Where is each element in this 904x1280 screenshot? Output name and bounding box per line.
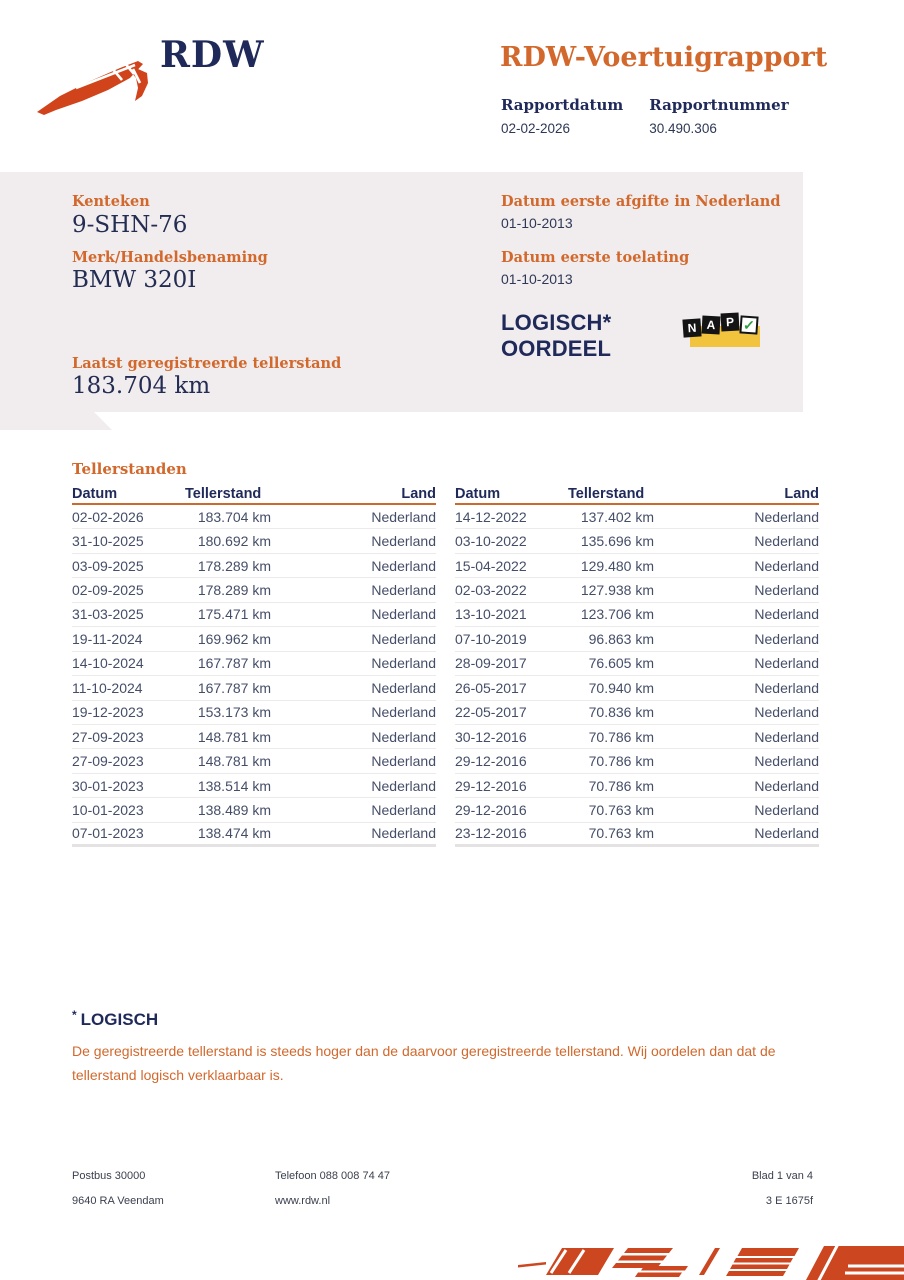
cell-tellerstand: 70.763 km: [588, 801, 654, 818]
afgifte-value: 01-10-2013: [501, 215, 573, 231]
nap-letter-n: N: [682, 318, 701, 337]
cell-land: Nederland: [371, 630, 436, 647]
cell-land: Nederland: [371, 655, 436, 672]
panel-corner-decoration: [0, 412, 112, 430]
table-header-row: [72, 486, 436, 505]
cell-tellerstand: 70.940 km: [588, 679, 654, 696]
cell-land: Nederland: [754, 630, 819, 647]
table-row: [72, 774, 436, 798]
report-number-label: Rapportnummer: [649, 96, 789, 114]
cell-land: Nederland: [371, 679, 436, 696]
cell-datum: 02-03-2022: [455, 582, 527, 599]
cell-land: Nederland: [371, 801, 436, 818]
cell-tellerstand: 127.938 km: [580, 582, 654, 599]
table-row: [72, 529, 436, 553]
cell-tellerstand: 148.781 km: [197, 728, 271, 745]
cell-land: Nederland: [754, 606, 819, 623]
cell-tellerstand: 70.786 km: [588, 753, 654, 770]
cell-tellerstand: 70.763 km: [588, 825, 654, 842]
cell-tellerstand: 138.474 km: [197, 825, 271, 842]
cell-tellerstand: 138.514 km: [197, 777, 271, 794]
cell-datum: 11-10-2024: [72, 679, 143, 696]
logisch-footnote: [72, 1008, 820, 1087]
cell-tellerstand: 167.787 km: [197, 679, 271, 696]
cell-tellerstand: 70.786 km: [588, 728, 654, 745]
cell-datum: 14-10-2024: [72, 655, 144, 672]
cell-datum: 26-05-2017: [455, 679, 527, 696]
table-row: [72, 578, 436, 602]
table-row: [72, 603, 436, 627]
laatste-tellerstand-label: Laatst geregistreerde tellerstand: [72, 355, 342, 372]
cell-datum: 28-09-2017: [455, 655, 527, 672]
table-row: [72, 676, 436, 700]
cell-datum: 13-10-2021: [455, 606, 527, 623]
cell-tellerstand: 135.696 km: [580, 533, 654, 550]
nap-letter-a: A: [702, 316, 721, 335]
cell-tellerstand: 96.863 km: [588, 630, 654, 647]
cell-datum: 02-09-2025: [72, 582, 144, 599]
cell-datum: 30-01-2023: [72, 777, 144, 794]
cell-land: Nederland: [371, 825, 436, 842]
cell-tellerstand: 183.704 km: [197, 508, 271, 525]
cell-tellerstand: 169.962 km: [197, 630, 271, 647]
oordeel-line1: LOGISCH*: [501, 310, 612, 335]
footnote-title-text: LOGISCH: [80, 1010, 159, 1029]
cell-land: Nederland: [754, 728, 819, 745]
table-row: [455, 749, 819, 773]
table-row: [455, 554, 819, 578]
cell-tellerstand: 180.692 km: [197, 533, 271, 550]
cell-datum: 27-09-2023: [72, 753, 144, 770]
footer-phone: Telefoon 088 008 74 47: [275, 1170, 390, 1182]
laatste-tellerstand-value: 183.704 km: [72, 373, 211, 399]
cell-land: Nederland: [754, 679, 819, 696]
col-header-datum: Datum: [455, 486, 501, 502]
cell-tellerstand: 175.471 km: [197, 606, 271, 623]
cell-tellerstand: 167.787 km: [197, 655, 271, 672]
table-row: [455, 505, 819, 529]
table-row: [72, 725, 436, 749]
report-title: RDW-Voertuigrapport: [500, 42, 828, 73]
cell-datum: 10-01-2023: [72, 801, 144, 818]
table-row: [72, 505, 436, 529]
footer-city: 9640 RA Veendam: [72, 1195, 164, 1207]
vehicle-summary-panel: [0, 172, 803, 412]
report-number-block: [649, 96, 788, 136]
cell-datum: 27-09-2023: [72, 728, 144, 745]
cell-land: Nederland: [371, 704, 436, 721]
tellerstanden-section: [72, 460, 819, 842]
cell-datum: 03-10-2022: [455, 533, 527, 550]
rdw-logo-text: RDW: [160, 34, 265, 76]
cell-land: Nederland: [371, 508, 436, 525]
table-row: [455, 676, 819, 700]
cell-datum: 14-12-2022: [455, 508, 527, 525]
cell-land: Nederland: [371, 582, 436, 599]
cell-land: Nederland: [371, 606, 436, 623]
rdw-logo-icon: [34, 52, 152, 120]
page-footer: [72, 1170, 813, 1207]
afgifte-label: Datum eerste afgifte in Nederland: [501, 193, 781, 210]
cell-datum: 30-12-2016: [455, 728, 527, 745]
toelating-value: 01-10-2013: [501, 271, 573, 287]
cell-tellerstand: 153.173 km: [197, 704, 271, 721]
report-date-label: Rapportdatum: [501, 96, 624, 114]
cell-land: Nederland: [371, 777, 436, 794]
cell-datum: 19-12-2023: [72, 704, 144, 721]
cell-tellerstand: 76.605 km: [588, 655, 654, 672]
cell-tellerstand: 70.786 km: [588, 777, 654, 794]
cell-tellerstand: 178.289 km: [197, 582, 271, 599]
table-row: [72, 554, 436, 578]
nap-letter-p: P: [721, 313, 740, 332]
nap-check-icon: ✓: [739, 315, 758, 334]
col-header-land: Land: [401, 486, 436, 502]
tellerstanden-title: Tellerstanden: [72, 460, 187, 478]
merk-label: Merk/Handelsbenaming: [72, 249, 268, 266]
cell-land: Nederland: [754, 533, 819, 550]
toelating-label: Datum eerste toelating: [501, 249, 690, 266]
table-row: [455, 578, 819, 602]
cell-land: Nederland: [754, 655, 819, 672]
cell-land: Nederland: [754, 753, 819, 770]
cell-tellerstand: 70.836 km: [588, 704, 654, 721]
table-row: [72, 627, 436, 651]
cell-datum: 31-03-2025: [72, 606, 144, 623]
cell-land: Nederland: [754, 508, 819, 525]
cell-tellerstand: 137.402 km: [580, 508, 654, 525]
col-header-datum: Datum: [72, 486, 118, 502]
cell-datum: 02-02-2026: [72, 508, 144, 525]
footer-page-indicator: Blad 1 van 4: [751, 1170, 813, 1182]
cell-land: Nederland: [754, 801, 819, 818]
table-row: [72, 798, 436, 822]
cell-land: Nederland: [371, 753, 436, 770]
footnote-asterisk: *: [72, 1008, 77, 1022]
cell-datum: 29-12-2016: [455, 777, 527, 794]
col-header-tellerstand: Tellerstand: [185, 486, 262, 502]
cell-land: Nederland: [754, 704, 819, 721]
tellerstanden-table-right: [455, 486, 819, 847]
footer-form-code: 3 E 1675f: [765, 1195, 813, 1207]
cell-land: Nederland: [754, 582, 819, 599]
col-header-tellerstand: Tellerstand: [568, 486, 645, 502]
cell-land: Nederland: [371, 728, 436, 745]
cell-land: Nederland: [371, 557, 436, 574]
cell-tellerstand: 148.781 km: [197, 753, 271, 770]
report-number-value: 30.490.306: [649, 121, 717, 136]
bottom-stripes-decoration: [518, 1236, 904, 1280]
table-row: [455, 725, 819, 749]
tellerstanden-table-left: [72, 486, 436, 847]
table-row: [72, 823, 436, 847]
cell-tellerstand: 123.706 km: [580, 606, 654, 623]
cell-datum: 23-12-2016: [455, 825, 527, 842]
cell-datum: 15-04-2022: [455, 557, 527, 574]
footnote-text: De geregistreerde tellerstand is steeds hoger dan de daarvoor geregistreerde tellerstand. Wij oordelen dan dat de tellerstand logisch verklaarbaar is.: [72, 1043, 776, 1083]
cell-datum: 29-12-2016: [455, 801, 527, 818]
table-row: [455, 774, 819, 798]
cell-datum: 31-10-2025: [72, 533, 144, 550]
report-meta: [501, 96, 789, 136]
cell-land: Nederland: [754, 557, 819, 574]
cell-datum: 03-09-2025: [72, 557, 144, 574]
footer-postbus: Postbus 30000: [72, 1170, 146, 1182]
cell-tellerstand: 129.480 km: [580, 557, 654, 574]
footer-website: www.rdw.nl: [275, 1195, 331, 1207]
table-row: [455, 529, 819, 553]
cell-datum: 07-01-2023: [72, 825, 144, 842]
table-row: [455, 701, 819, 725]
table-row: [455, 652, 819, 676]
table-row: [455, 823, 819, 847]
cell-datum: 22-05-2017: [455, 704, 527, 721]
cell-tellerstand: 138.489 km: [197, 801, 271, 818]
oordeel-text: [501, 310, 611, 362]
report-date-value: 02-02-2026: [501, 121, 571, 136]
oordeel-line2: OORDEEL: [501, 336, 612, 361]
cell-datum: 19-11-2024: [72, 630, 143, 647]
cell-land: Nederland: [754, 825, 819, 842]
kenteken-label: Kenteken: [72, 193, 150, 210]
cell-datum: 07-10-2019: [455, 630, 527, 647]
kenteken-value: 9-SHN-76: [72, 212, 188, 238]
table-row: [72, 652, 436, 676]
table-row: [455, 798, 819, 822]
table-row: [72, 701, 436, 725]
col-header-land: Land: [784, 486, 819, 502]
nap-logo-icon: [683, 312, 765, 354]
report-date-block: [501, 96, 623, 136]
table-row: [455, 627, 819, 651]
cell-datum: 29-12-2016: [455, 753, 527, 770]
table-row: [455, 603, 819, 627]
footnote-title: [72, 1008, 820, 1030]
cell-tellerstand: 178.289 km: [197, 557, 271, 574]
table-header-row: [455, 486, 819, 505]
cell-land: Nederland: [371, 533, 436, 550]
merk-value: BMW 320I: [72, 267, 197, 293]
cell-land: Nederland: [754, 777, 819, 794]
table-row: [72, 749, 436, 773]
